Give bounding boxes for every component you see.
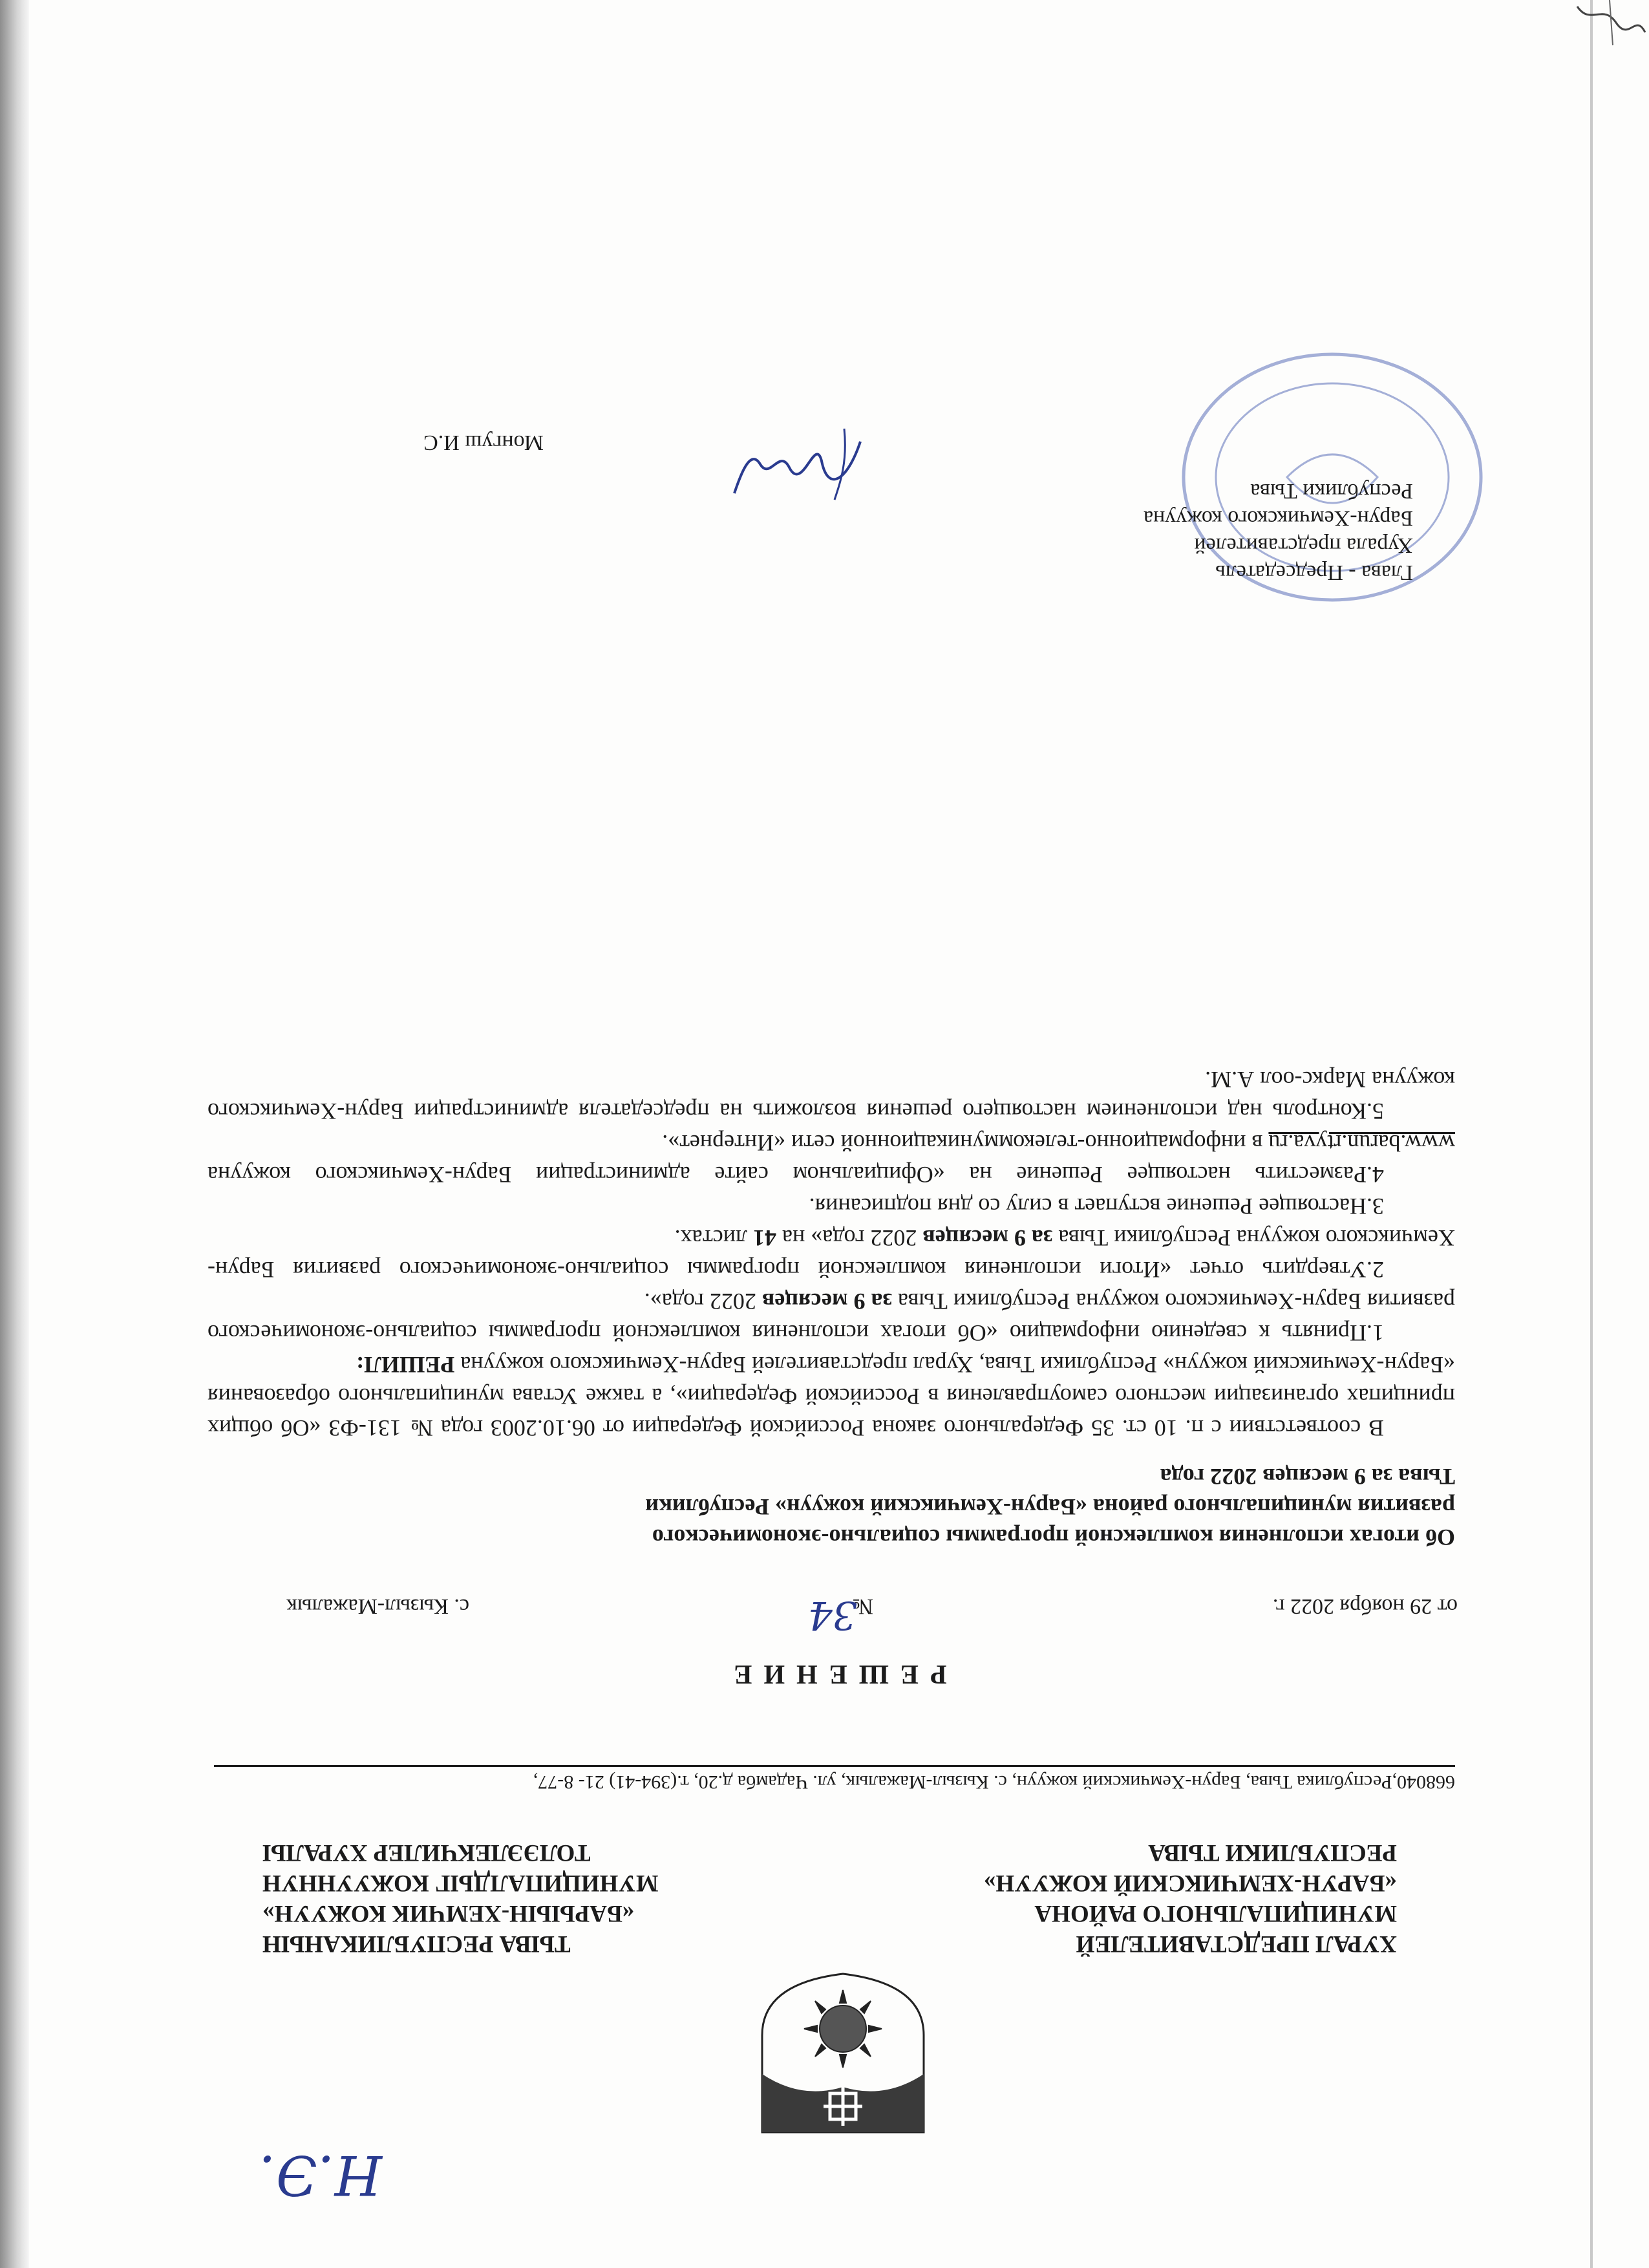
p2-sheet-count: 41 — [752, 1225, 776, 1251]
address-line: 668040,Республика Тыва, Барун-Хемчикский кожуун, с. Кызыл-Мажалык, ул. Чадамба д.20, т.(394-41) 21- 8-77, — [214, 1765, 1455, 1793]
paragraph-1 — [207, 1285, 1455, 1349]
resolved-word: РЕШИЛ: — [356, 1352, 455, 1378]
paragraph-3: 3.Настоящее Решение вступает в силу со дня подписания. — [809, 1193, 1384, 1219]
header-right-line: ТОЛЭЭЛЕКЧИЛЕР ХУРАЛЫ — [262, 1839, 591, 1866]
header-right-line: МУНИЦИПАЛДЫГ КОЖУУННУН — [262, 1870, 659, 1896]
header-right-line: «БАРЫЫН-ХЕМЧИК КОЖУУН» — [262, 1900, 635, 1927]
p1-bold: за 9 месяцев — [761, 1289, 892, 1314]
header-left-line: «БАРУН-ХЕМЧИКСКИЙ КОЖУУН» — [983, 1870, 1397, 1896]
p2-bold: за 9 месяцев — [922, 1225, 1053, 1251]
signatory-name: Монгуш И.С — [423, 431, 544, 455]
signatory-title — [1144, 477, 1413, 586]
website-link[interactable]: www.barun.rtyva.ru — [1268, 1130, 1455, 1156]
header-left-line: РЕСПУБЛИКИ ТЫВА — [1148, 1839, 1397, 1866]
preamble-paragraph — [207, 1349, 1455, 1444]
header-right-block — [262, 1837, 754, 1959]
preamble-text: В соответствии с п. 10 ст. 35 Федерального закона Российской Федерации от 06.10.2003 года № 131-ФЗ «Об общих принципах организации местного самоуправления в Российской Федерации», а также Устава муниципального образования «Барун-Хемчикский кожуун» Республики Тыва, Хурал представителей Барун-Хемчикского кожууна — [207, 1352, 1455, 1441]
number-label: № — [852, 1594, 873, 1618]
signatory-line: Глава - Председатель — [1215, 561, 1413, 584]
handwritten-number: 34 — [807, 1592, 857, 1638]
p2-text: 2.Утвердить отчет «Итоги исполнения комплексной программы социально-экономического развития Барун-Хемчикского кожууна Республики Тыва — [207, 1225, 1455, 1283]
decision-date: от 29 ноября 2022 г. — [1272, 1594, 1458, 1618]
subject-line: Тыва за 9 месяцев 2022 года — [1160, 1464, 1455, 1490]
decision-subject — [485, 1461, 1455, 1552]
coat-of-arms-emblem — [749, 1971, 937, 2145]
p1-text: 1.Принять к сведению информацию «Об итогах исполнения комплексной программы социально-экономического развития Барун-Хемчикского кожууна Республики Тыва — [207, 1289, 1455, 1346]
p2-end: листах. — [674, 1225, 747, 1251]
p4-end: в информационно-телекоммуникационной сети «Интернет». — [662, 1130, 1263, 1156]
header-left-line: МУНИЦИПАЛЬНОГО РАЙОНА — [1034, 1900, 1397, 1927]
p1-end: 2022 года». — [644, 1289, 756, 1314]
signatory-line: Республики Тыва — [1250, 479, 1413, 503]
header-right-line: ТЫВА РЕСПУБЛИКАНЫН — [262, 1931, 571, 1957]
subject-line: Об итогах исполнения комплексной программы социально-экономического — [652, 1524, 1455, 1550]
paragraph-2 — [207, 1222, 1455, 1285]
header-left-block — [893, 1837, 1397, 1959]
handwritten-signature — [725, 416, 873, 519]
subject-line: развития муниципального района «Барун-Хемчикский кожуун» Республики — [645, 1494, 1455, 1520]
paragraph-4 — [207, 1127, 1455, 1190]
decision-place: с. Кызыл-Мажалык — [286, 1594, 469, 1618]
handwritten-mark: Н.Э. — [259, 2143, 382, 2207]
p4-text: 4.Разместить настоящее Решение на «Официальном сайте администрации Барун-Хемчикского кожууна — [207, 1162, 1384, 1188]
signatory-line: Барун-Хемчикского кожууна — [1143, 506, 1413, 530]
document-title: РЕШЕНИЕ — [722, 1659, 947, 1689]
decision-body — [207, 1064, 1455, 1444]
header-left-line: ХУРАЛ ПРЕДСТАВИТЕЛЕЙ — [1076, 1931, 1397, 1957]
paragraph-5: 5.Контроль над исполнением настоящего решения возложить на председателя администрации Барун-Хемчикского кожууна Маркс-оол А.М. — [207, 1067, 1455, 1124]
p2-mid: 2022 года» на — [782, 1225, 917, 1251]
signatory-line: Хурала представителей — [1194, 533, 1413, 557]
